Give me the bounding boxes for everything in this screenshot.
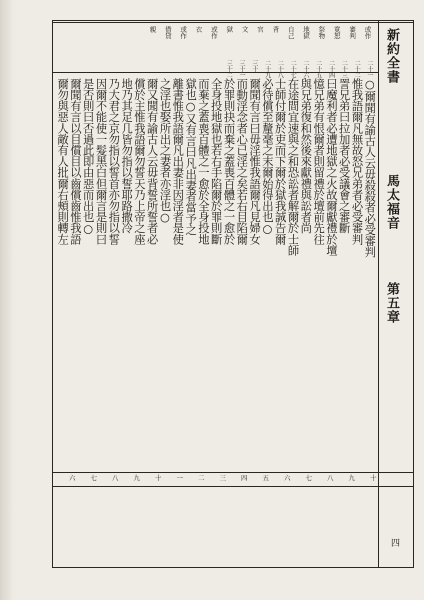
verse-number: 二十九	[263, 60, 271, 78]
top-note: 衣	[194, 26, 203, 33]
band-number: 八	[112, 474, 119, 482]
verse-column: 而動淫念者心已淫之矣若右目陷爾	[235, 78, 249, 245]
band-number: 九	[133, 474, 140, 482]
top-note: 文	[240, 26, 249, 33]
band-number: 一	[176, 474, 183, 482]
bottom-band-bottom-line	[52, 486, 414, 487]
verse-number: 二十三	[340, 60, 348, 78]
page-number: 四	[389, 538, 399, 547]
band-number: 六	[69, 474, 76, 482]
verse-number: 三十一	[238, 60, 245, 78]
band-number: 七	[90, 474, 97, 482]
verse-column: 惟我語爾凡無故怒兄弟者必受審判	[350, 78, 364, 245]
verse-column: 必待償至釐毫之末爾始得出也○	[260, 78, 274, 236]
band-number: 三	[219, 474, 226, 482]
frame-top-inner-line	[52, 22, 414, 23]
band-number: 九	[348, 474, 355, 482]
verse-column: 而棄之蓋喪百體之一愈於全身投地	[196, 78, 210, 245]
frame-top-line	[52, 20, 414, 21]
band-number: 十	[155, 474, 162, 482]
page-gutter-shadow	[0, 0, 14, 600]
top-note: 或作	[209, 26, 218, 39]
verse-number: 二十七	[289, 60, 297, 78]
verse-number: 二十四	[327, 60, 335, 78]
verse-column: 爾聞有言以目償目以齒償齒惟我語	[68, 78, 82, 245]
verse-number: 二十五	[314, 60, 322, 78]
top-note: 祭物	[317, 26, 326, 39]
verse-column: 在途間宜速與之和恐訟者解爾於士師	[286, 78, 300, 256]
top-note: 或作	[363, 26, 372, 39]
band-number: 二	[198, 474, 205, 482]
verse-column: 地乃其足几皆勿指以誓耶路撒冷	[120, 78, 134, 234]
verse-number: 三十二	[225, 60, 233, 78]
verse-number-band	[52, 472, 414, 486]
top-note: 親	[148, 26, 157, 33]
verse-column: 獄也○又有言曰凡出妻者當予之	[184, 78, 198, 236]
band-number: 十	[370, 474, 377, 482]
gospel-title: 馬太福音	[384, 174, 399, 230]
verse-column: 乃大君之京勿指以誓首亦勿指以誓	[107, 78, 121, 245]
verse-column: ○爾聞有諭古人云毋殺殺者必受審判	[363, 78, 377, 258]
chapter-title: 第五章	[384, 282, 399, 324]
verse-number: 二十六	[302, 60, 309, 78]
verse-column: 離書惟我語爾凡出妻非因淫者是使	[171, 78, 185, 245]
band-number: 五	[262, 474, 269, 482]
top-note: 官	[255, 26, 264, 33]
top-note: 寬恕	[332, 26, 341, 39]
verse-column: 爾勿與惡人敵有人批爾右頰則轉左	[56, 78, 70, 245]
verse-column: 之淫也娶所出之妻者亦淫也○	[158, 78, 172, 224]
top-note: 借貸	[163, 26, 172, 39]
verse-number: 二十八	[276, 60, 284, 78]
top-note: 自己	[286, 26, 295, 39]
frame-bottom-line	[52, 567, 414, 568]
verse-column: 曰魔利者必遭地獄之火故爾獻禮於壇	[324, 78, 338, 256]
band-number: 八	[327, 474, 334, 482]
verse-column: 憶兄弟有恨爾者則留禮於壇前先往	[312, 78, 326, 245]
top-note: 審判	[348, 26, 357, 39]
scripture-page	[52, 20, 414, 568]
verse-column: 爾聞有言曰毋淫惟我語爾凡見婦女	[248, 78, 262, 245]
band-number: 六	[284, 474, 291, 482]
top-note: 獄	[225, 26, 234, 33]
verse-number: 二十一	[366, 60, 373, 78]
verse-column: 於罪則抉而棄之蓋喪百體之一愈於	[222, 78, 236, 245]
top-note: 背	[271, 26, 280, 33]
top-note: 地獄	[302, 26, 311, 39]
verse-column: 是否則曰否過此即由惡而出也○	[81, 78, 95, 236]
verse-column: 士師付爾於吏而下爾於獄我誠告爾	[273, 78, 287, 245]
verse-column: 全身投地獄也若右手陷爾於罪則斷	[209, 78, 223, 245]
verse-number: 三十	[250, 60, 258, 72]
band-number: 四	[241, 474, 248, 482]
verse-column: 償於主惟我語爾勿誓天乃上帝之座	[132, 78, 146, 245]
book-title: 新約全書	[384, 28, 399, 84]
top-note: 或作	[179, 26, 188, 39]
verse-column: 因爾不能使一髮黑白但爾言是則曰	[94, 78, 108, 245]
verse-column: 爾又聞有諭古人云毋背誓所誓者必	[145, 78, 159, 245]
verse-column: 與兄弟復和然後來獻禮與訟者尚	[299, 78, 313, 234]
verse-column: 詈兄弟曰拉加者必受議會之審斷	[337, 78, 351, 234]
band-number: 七	[305, 474, 312, 482]
verse-number: 二十二	[353, 60, 361, 78]
